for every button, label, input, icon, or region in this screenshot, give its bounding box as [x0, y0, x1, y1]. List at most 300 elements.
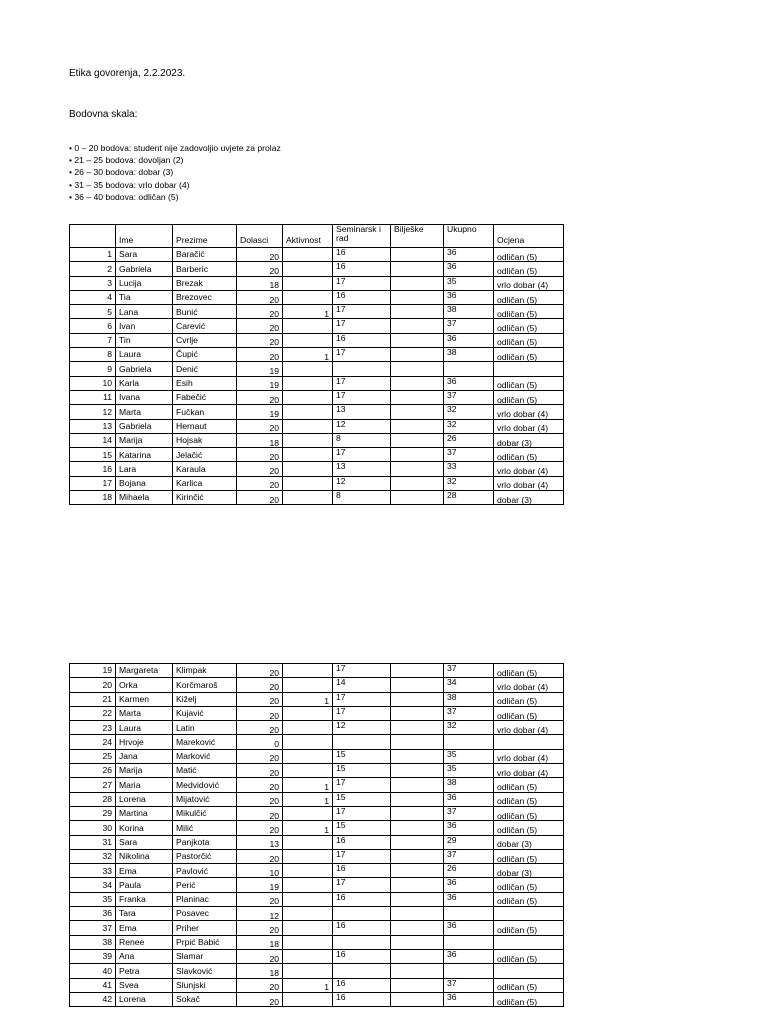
cell-ocjena: dobar (3): [494, 864, 564, 878]
cell-seminarski: 12: [333, 721, 391, 735]
cell-dolasci: 20: [237, 692, 283, 706]
cell-ocjena: odličan (5): [494, 978, 564, 992]
table-row: [70, 476, 564, 490]
cell-ocjena: odličan (5): [494, 878, 564, 892]
cell-ocjena: vrlo dobar (4): [494, 476, 564, 490]
cell-biljeske: [391, 290, 444, 304]
cell-no: 5: [70, 305, 116, 319]
cell-no: 12: [70, 405, 116, 419]
cell-dolasci: 20: [237, 706, 283, 720]
table-row: [70, 949, 564, 963]
cell-ime: Gabriela: [116, 262, 173, 276]
cell-biljeske: [391, 706, 444, 720]
cell-biljeske: [391, 405, 444, 419]
cell-dolasci: 20: [237, 849, 283, 863]
cell-prezime: Karlica: [173, 476, 237, 490]
cell-dolasci: 20: [237, 921, 283, 935]
scale-item: • 21 – 25 bodova: dovoljan (2): [69, 155, 184, 166]
cell-ime: Margareta: [116, 664, 173, 678]
table-row: [70, 678, 564, 692]
table-row: [70, 935, 564, 949]
cell-ukupno: 33: [444, 462, 494, 476]
cell-aktivnost: [283, 764, 333, 778]
table-row: [70, 964, 564, 978]
cell-prezime: Prpić Babić: [173, 935, 237, 949]
header-ukupno: Ukupno: [444, 225, 494, 248]
cell-ime: Mihaela: [116, 491, 173, 505]
cell-biljeske: [391, 476, 444, 490]
cell-biljeske: [391, 248, 444, 262]
cell-ukupno: 29: [444, 835, 494, 849]
cell-aktivnost: 1: [283, 821, 333, 835]
cell-ocjena: [494, 362, 564, 376]
cell-no: 17: [70, 476, 116, 490]
cell-aktivnost: [283, 678, 333, 692]
cell-aktivnost: [283, 319, 333, 333]
cell-seminarski: 16: [333, 333, 391, 347]
cell-no: 35: [70, 892, 116, 906]
cell-aktivnost: [283, 376, 333, 390]
cell-dolasci: 20: [237, 390, 283, 404]
cell-seminarski: 17: [333, 878, 391, 892]
cell-seminarski: [333, 935, 391, 949]
cell-seminarski: 16: [333, 921, 391, 935]
cell-dolasci: 13: [237, 835, 283, 849]
table-row: [70, 664, 564, 678]
cell-ukupno: 36: [444, 949, 494, 963]
cell-biljeske: [391, 376, 444, 390]
cell-ocjena: vrlo dobar (4): [494, 276, 564, 290]
cell-prezime: Klimpak: [173, 664, 237, 678]
cell-no: 42: [70, 992, 116, 1006]
cell-no: 31: [70, 835, 116, 849]
cell-dolasci: 20: [237, 448, 283, 462]
cell-prezime: Karaula: [173, 462, 237, 476]
cell-no: 34: [70, 878, 116, 892]
document-title: Etika govorenja, 2.2.2023.: [69, 68, 186, 79]
cell-seminarski: 16: [333, 248, 391, 262]
cell-seminarski: 12: [333, 476, 391, 490]
cell-ocjena: odličan (5): [494, 692, 564, 706]
cell-prezime: Matić: [173, 764, 237, 778]
cell-biljeske: [391, 778, 444, 792]
cell-no: 22: [70, 706, 116, 720]
cell-ocjena: odličan (5): [494, 806, 564, 820]
cell-prezime: Latin: [173, 721, 237, 735]
cell-aktivnost: [283, 907, 333, 921]
cell-dolasci: 20: [237, 721, 283, 735]
cell-ime: Ema: [116, 864, 173, 878]
cell-ukupno: 37: [444, 390, 494, 404]
cell-aktivnost: [283, 992, 333, 1006]
cell-prezime: Pastorčić: [173, 849, 237, 863]
cell-ukupno: 36: [444, 878, 494, 892]
cell-ukupno: 32: [444, 419, 494, 433]
cell-seminarski: 8: [333, 433, 391, 447]
cell-seminarski: 15: [333, 792, 391, 806]
table-row: [70, 978, 564, 992]
cell-ukupno: 37: [444, 849, 494, 863]
cell-prezime: Esih: [173, 376, 237, 390]
cell-dolasci: 18: [237, 935, 283, 949]
cell-prezime: Sokač: [173, 992, 237, 1006]
cell-aktivnost: [283, 921, 333, 935]
cell-biljeske: [391, 491, 444, 505]
cell-biljeske: [391, 390, 444, 404]
cell-prezime: Korčmaroš: [173, 678, 237, 692]
cell-seminarski: 17: [333, 390, 391, 404]
cell-ocjena: odličan (5): [494, 792, 564, 806]
cell-aktivnost: [283, 735, 333, 749]
cell-seminarski: 16: [333, 835, 391, 849]
cell-prezime: Slunjski: [173, 978, 237, 992]
cell-prezime: Mijatović: [173, 792, 237, 806]
cell-ime: Martina: [116, 806, 173, 820]
table-row: [70, 806, 564, 820]
cell-ocjena: odličan (5): [494, 921, 564, 935]
cell-ukupno: 38: [444, 348, 494, 362]
cell-ime: Karla: [116, 376, 173, 390]
cell-ime: Gabriela: [116, 362, 173, 376]
cell-ime: Renee: [116, 935, 173, 949]
cell-prezime: Fabečić: [173, 390, 237, 404]
cell-biljeske: [391, 419, 444, 433]
cell-ukupno: 36: [444, 792, 494, 806]
cell-biljeske: [391, 849, 444, 863]
cell-ime: Franka: [116, 892, 173, 906]
cell-ime: Marta: [116, 405, 173, 419]
cell-dolasci: 20: [237, 992, 283, 1006]
cell-biljeske: [391, 448, 444, 462]
table-row: [70, 721, 564, 735]
cell-biljeske: [391, 764, 444, 778]
cell-ukupno: 38: [444, 305, 494, 319]
cell-no: 19: [70, 664, 116, 678]
cell-ocjena: vrlo dobar (4): [494, 678, 564, 692]
cell-seminarski: [333, 964, 391, 978]
cell-seminarski: 16: [333, 978, 391, 992]
grading-scale-list: [69, 142, 281, 203]
cell-biljeske: [391, 721, 444, 735]
cell-no: 36: [70, 907, 116, 921]
cell-biljeske: [391, 362, 444, 376]
cell-ukupno: 36: [444, 333, 494, 347]
grading-scale-label: Bodovna skala:: [69, 109, 138, 120]
table-row: [70, 348, 564, 362]
header-dolasci: Dolasci: [237, 225, 283, 248]
cell-prezime: Mikulčić: [173, 806, 237, 820]
cell-seminarski: 17: [333, 778, 391, 792]
cell-prezime: Čupić: [173, 348, 237, 362]
cell-ukupno: 36: [444, 821, 494, 835]
cell-dolasci: 20: [237, 248, 283, 262]
cell-dolasci: 20: [237, 262, 283, 276]
cell-ocjena: vrlo dobar (4): [494, 419, 564, 433]
cell-ime: Marija: [116, 433, 173, 447]
cell-prezime: Brezak: [173, 276, 237, 290]
cell-no: 1: [70, 248, 116, 262]
cell-seminarski: 17: [333, 692, 391, 706]
table-row: [70, 305, 564, 319]
cell-ukupno: 36: [444, 992, 494, 1006]
cell-aktivnost: [283, 878, 333, 892]
cell-ocjena: odličan (5): [494, 892, 564, 906]
cell-no: 15: [70, 448, 116, 462]
cell-dolasci: 20: [237, 664, 283, 678]
cell-ocjena: odličan (5): [494, 319, 564, 333]
table-row: [70, 764, 564, 778]
cell-ocjena: odličan (5): [494, 262, 564, 276]
cell-prezime: Planinac: [173, 892, 237, 906]
cell-no: 6: [70, 319, 116, 333]
cell-prezime: Carević: [173, 319, 237, 333]
cell-ime: Ema: [116, 921, 173, 935]
cell-ocjena: [494, 964, 564, 978]
table-row: [70, 405, 564, 419]
cell-dolasci: 20: [237, 678, 283, 692]
table-row: [70, 992, 564, 1006]
cell-ocjena: [494, 907, 564, 921]
cell-ocjena: vrlo dobar (4): [494, 405, 564, 419]
cell-biljeske: [391, 949, 444, 963]
cell-ukupno: 35: [444, 764, 494, 778]
cell-seminarski: 12: [333, 419, 391, 433]
cell-seminarski: 13: [333, 405, 391, 419]
cell-ukupno: 35: [444, 749, 494, 763]
cell-biljeske: [391, 262, 444, 276]
table-row: [70, 376, 564, 390]
cell-biljeske: [391, 462, 444, 476]
cell-dolasci: 20: [237, 978, 283, 992]
cell-ime: Lorena: [116, 792, 173, 806]
cell-dolasci: 20: [237, 749, 283, 763]
header-ocjena: Ocjena: [494, 225, 564, 248]
cell-no: 33: [70, 864, 116, 878]
cell-prezime: Slavković: [173, 964, 237, 978]
cell-aktivnost: [283, 892, 333, 906]
table-row: [70, 849, 564, 863]
header-prezime: Prezime: [173, 225, 237, 248]
cell-prezime: Kujavić: [173, 706, 237, 720]
cell-no: 4: [70, 290, 116, 304]
cell-seminarski: 17: [333, 706, 391, 720]
cell-biljeske: [391, 735, 444, 749]
cell-ukupno: 32: [444, 476, 494, 490]
cell-seminarski: 16: [333, 864, 391, 878]
cell-ocjena: odličan (5): [494, 248, 564, 262]
cell-biljeske: [391, 806, 444, 820]
cell-ukupno: 26: [444, 433, 494, 447]
cell-prezime: Milić: [173, 821, 237, 835]
header-ime: Ime: [116, 225, 173, 248]
cell-no: 14: [70, 433, 116, 447]
cell-biljeske: [391, 964, 444, 978]
cell-seminarski: 16: [333, 892, 391, 906]
cell-dolasci: 20: [237, 476, 283, 490]
cell-dolasci: 10: [237, 864, 283, 878]
cell-seminarski: 16: [333, 992, 391, 1006]
cell-ime: Svea: [116, 978, 173, 992]
cell-ocjena: vrlo dobar (4): [494, 764, 564, 778]
grades-table-page-2: [69, 663, 564, 1007]
cell-no: 28: [70, 792, 116, 806]
cell-ocjena: odličan (5): [494, 949, 564, 963]
cell-ime: Karmen: [116, 692, 173, 706]
cell-ukupno: 37: [444, 706, 494, 720]
cell-ime: Paula: [116, 878, 173, 892]
cell-no: 25: [70, 749, 116, 763]
cell-aktivnost: [283, 405, 333, 419]
cell-biljeske: [391, 678, 444, 692]
cell-biljeske: [391, 921, 444, 935]
cell-biljeske: [391, 935, 444, 949]
cell-ime: Sara: [116, 835, 173, 849]
cell-no: 8: [70, 348, 116, 362]
cell-prezime: Mareković: [173, 735, 237, 749]
cell-ukupno: 36: [444, 376, 494, 390]
cell-no: 32: [70, 849, 116, 863]
cell-no: 27: [70, 778, 116, 792]
cell-aktivnost: [283, 949, 333, 963]
cell-dolasci: 20: [237, 319, 283, 333]
table-row: [70, 276, 564, 290]
cell-ocjena: vrlo dobar (4): [494, 721, 564, 735]
cell-prezime: Fučkan: [173, 405, 237, 419]
cell-dolasci: 20: [237, 806, 283, 820]
cell-aktivnost: [283, 248, 333, 262]
cell-no: 40: [70, 964, 116, 978]
cell-no: 30: [70, 821, 116, 835]
cell-seminarski: 17: [333, 806, 391, 820]
cell-ocjena: odličan (5): [494, 305, 564, 319]
cell-ukupno: 38: [444, 692, 494, 706]
cell-aktivnost: [283, 462, 333, 476]
cell-ukupno: [444, 964, 494, 978]
cell-no: 7: [70, 333, 116, 347]
header-biljeske: Bilješke: [391, 225, 444, 248]
cell-aktivnost: [283, 419, 333, 433]
cell-ocjena: odličan (5): [494, 992, 564, 1006]
cell-prezime: Bunić: [173, 305, 237, 319]
cell-biljeske: [391, 792, 444, 806]
cell-aktivnost: 1: [283, 348, 333, 362]
cell-ukupno: [444, 907, 494, 921]
cell-ime: Hrvoje: [116, 735, 173, 749]
table-row: [70, 362, 564, 376]
cell-dolasci: 18: [237, 276, 283, 290]
table-row: [70, 319, 564, 333]
table-row: [70, 706, 564, 720]
cell-dolasci: 20: [237, 821, 283, 835]
cell-no: 2: [70, 262, 116, 276]
cell-seminarski: 17: [333, 348, 391, 362]
cell-ime: Marta: [116, 706, 173, 720]
cell-prezime: Barberic: [173, 262, 237, 276]
cell-prezime: Priher: [173, 921, 237, 935]
cell-ocjena: odličan (5): [494, 348, 564, 362]
cell-prezime: Panjkota: [173, 835, 237, 849]
cell-ukupno: 37: [444, 978, 494, 992]
cell-aktivnost: [283, 835, 333, 849]
cell-prezime: Medvidović: [173, 778, 237, 792]
cell-dolasci: 20: [237, 348, 283, 362]
cell-prezime: Pavlović: [173, 864, 237, 878]
table-row: [70, 821, 564, 835]
cell-biljeske: [391, 821, 444, 835]
cell-seminarski: [333, 907, 391, 921]
cell-ocjena: odličan (5): [494, 778, 564, 792]
cell-ime: Lara: [116, 462, 173, 476]
cell-seminarski: 16: [333, 290, 391, 304]
cell-ukupno: 36: [444, 262, 494, 276]
cell-ukupno: 37: [444, 448, 494, 462]
table-row: [70, 778, 564, 792]
cell-ime: Petra: [116, 964, 173, 978]
cell-ocjena: odličan (5): [494, 333, 564, 347]
scale-item: • 31 – 35 bodova: vrlo dobar (4): [69, 179, 190, 190]
cell-no: 10: [70, 376, 116, 390]
grades-table-page-1: [69, 224, 564, 505]
cell-dolasci: 20: [237, 333, 283, 347]
cell-ime: Orka: [116, 678, 173, 692]
cell-prezime: Hernaut: [173, 419, 237, 433]
cell-ukupno: 36: [444, 921, 494, 935]
cell-ukupno: 28: [444, 491, 494, 505]
cell-ime: Maria: [116, 778, 173, 792]
cell-seminarski: 15: [333, 764, 391, 778]
cell-ime: Laura: [116, 348, 173, 362]
header-aktivnost: Aktivnost: [283, 225, 333, 248]
cell-no: 3: [70, 276, 116, 290]
table-row: [70, 433, 564, 447]
cell-aktivnost: [283, 448, 333, 462]
table-row: [70, 290, 564, 304]
table-row: [70, 248, 564, 262]
cell-aktivnost: [283, 276, 333, 290]
cell-seminarski: [333, 362, 391, 376]
cell-prezime: Cvrlje: [173, 333, 237, 347]
table-row: [70, 749, 564, 763]
cell-aktivnost: [283, 721, 333, 735]
cell-aktivnost: [283, 935, 333, 949]
cell-seminarski: 17: [333, 305, 391, 319]
cell-dolasci: 18: [237, 433, 283, 447]
cell-ime: Sara: [116, 248, 173, 262]
cell-ukupno: 36: [444, 248, 494, 262]
table-row: [70, 419, 564, 433]
cell-ocjena: dobar (3): [494, 835, 564, 849]
cell-no: 24: [70, 735, 116, 749]
cell-no: 41: [70, 978, 116, 992]
cell-prezime: Slamar: [173, 949, 237, 963]
cell-ime: Tara: [116, 907, 173, 921]
cell-aktivnost: [283, 491, 333, 505]
cell-biljeske: [391, 978, 444, 992]
cell-ukupno: [444, 935, 494, 949]
cell-seminarski: 15: [333, 749, 391, 763]
cell-ime: Tia: [116, 290, 173, 304]
cell-ime: Korina: [116, 821, 173, 835]
cell-dolasci: 18: [237, 964, 283, 978]
cell-seminarski: 16: [333, 949, 391, 963]
table-row: [70, 921, 564, 935]
cell-ukupno: 37: [444, 664, 494, 678]
cell-aktivnost: [283, 706, 333, 720]
cell-dolasci: 19: [237, 362, 283, 376]
cell-biljeske: [391, 692, 444, 706]
cell-ime: Lana: [116, 305, 173, 319]
cell-no: 37: [70, 921, 116, 935]
